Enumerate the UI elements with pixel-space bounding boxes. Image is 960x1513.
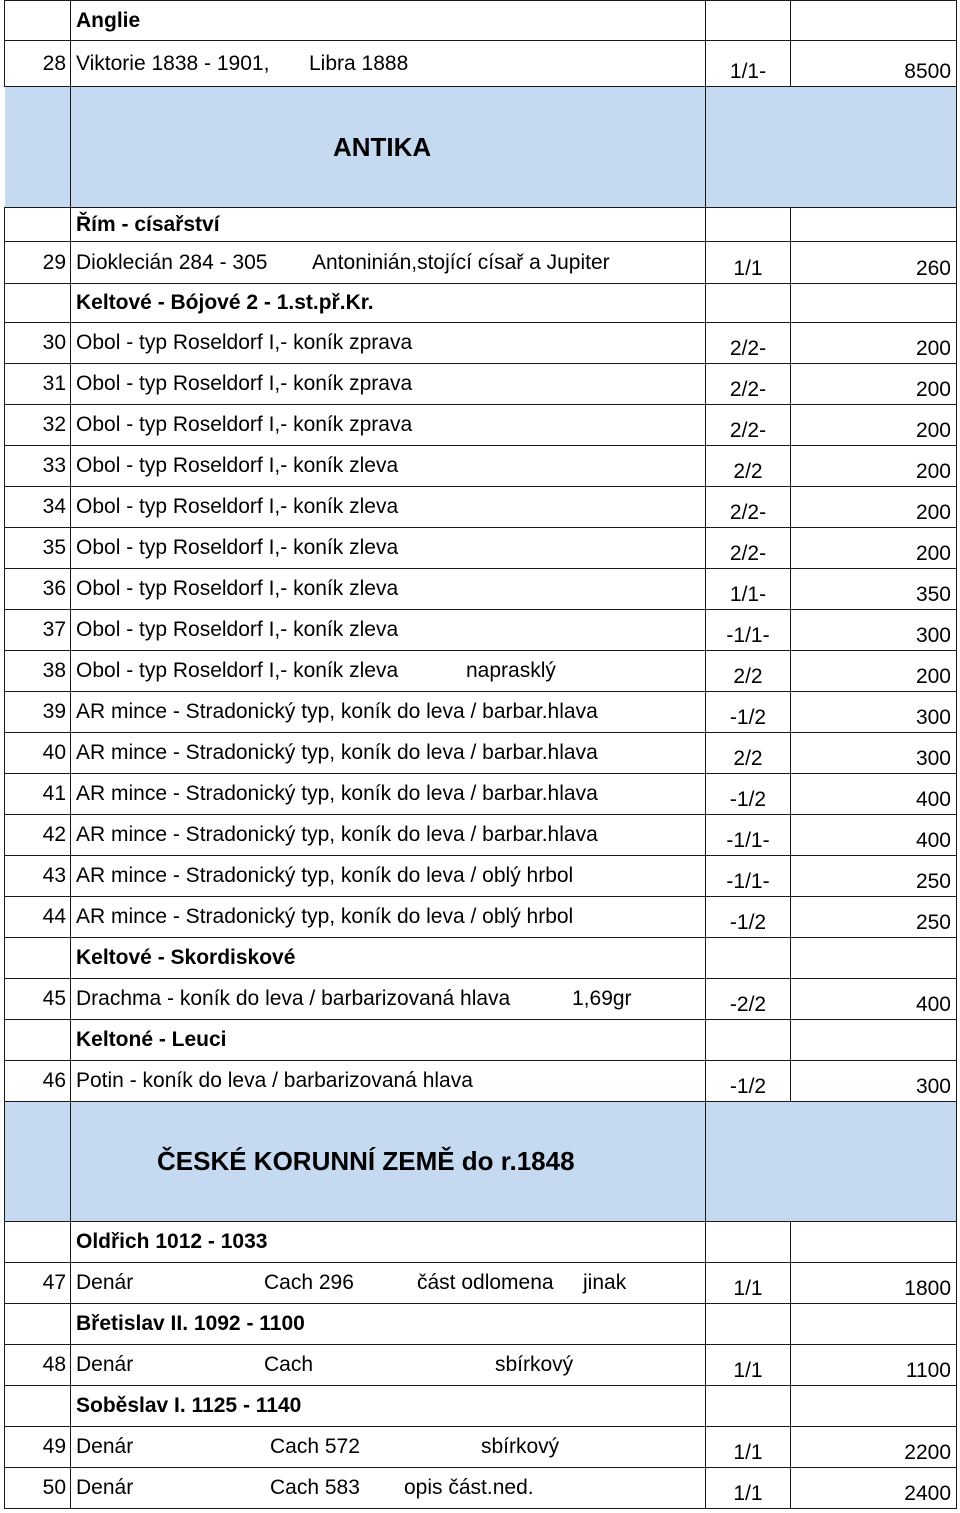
item-grade: -1/1- xyxy=(706,856,791,897)
item-description: AR mince - Stradonický typ, koník do leva / barbar.hlava xyxy=(71,692,706,733)
item-price: 260 xyxy=(791,242,957,284)
item-number: 50 xyxy=(5,1468,71,1509)
item-number: 35 xyxy=(5,528,71,569)
table-row xyxy=(5,979,957,1020)
item-number: 43 xyxy=(5,856,71,897)
item-description: Denár xyxy=(76,1271,134,1294)
item-grade: 1/1 xyxy=(706,1468,791,1509)
item-grade: 1/1- xyxy=(706,569,791,610)
table-row xyxy=(5,405,957,446)
item-price: 200 xyxy=(791,446,957,487)
item-price: 1800 xyxy=(791,1263,957,1304)
item-number: 33 xyxy=(5,446,71,487)
item-catalog: Cach 572 xyxy=(270,1435,360,1458)
item-grade: 1/1 xyxy=(706,242,791,284)
item-note: naprasklý xyxy=(466,659,556,682)
item-note: část odlomena xyxy=(417,1271,554,1294)
item-grade: 1/1- xyxy=(706,41,791,87)
item-grade: -1/2 xyxy=(706,1061,791,1102)
item-grade: 2/2 xyxy=(706,733,791,774)
table-row xyxy=(5,487,957,528)
table-row xyxy=(5,364,957,405)
section-title-rim: Řím - císařství xyxy=(71,208,706,242)
item-grade: 1/1 xyxy=(706,1427,791,1468)
item-number: 32 xyxy=(5,405,71,446)
table-row xyxy=(5,242,957,284)
item-number: 29 xyxy=(5,242,71,284)
item-price: 250 xyxy=(791,897,957,938)
item-number: 30 xyxy=(5,323,71,364)
item-description-cell xyxy=(71,1468,706,1509)
item-description: AR mince - Stradonický typ, koník do leva / oblý hrbol xyxy=(71,856,706,897)
table-row xyxy=(5,41,957,87)
table-row xyxy=(5,733,957,774)
section-title-anglie: Anglie xyxy=(71,1,706,41)
item-price: 200 xyxy=(791,405,957,446)
table-row xyxy=(5,1345,957,1386)
table-row xyxy=(5,1061,957,1102)
item-description: Obol - typ Roseldorf I,- koník zprava xyxy=(71,364,706,405)
section-title-skordiskove: Keltové - Skordiskové xyxy=(71,938,706,979)
table-row xyxy=(5,323,957,364)
item-description: Dioklecián 284 - 305 xyxy=(76,250,268,274)
item-number: 42 xyxy=(5,815,71,856)
item-description: AR mince - Stradonický typ, koník do leva / barbar.hlava xyxy=(71,774,706,815)
item-price: 200 xyxy=(791,323,957,364)
item-price: 250 xyxy=(791,856,957,897)
table-row xyxy=(5,651,957,692)
section-row xyxy=(5,1386,957,1427)
item-price: 300 xyxy=(791,1061,957,1102)
item-number: 45 xyxy=(5,979,71,1020)
item-price: 1100 xyxy=(791,1345,957,1386)
item-description-cell xyxy=(71,979,706,1020)
item-grade: 2/2- xyxy=(706,323,791,364)
item-number: 28 xyxy=(5,41,71,87)
item-grade: -1/1- xyxy=(706,815,791,856)
item-note: Libra 1888 xyxy=(309,51,409,75)
item-price: 300 xyxy=(791,692,957,733)
table-row xyxy=(5,692,957,733)
item-number: 44 xyxy=(5,897,71,938)
table-row xyxy=(5,569,957,610)
item-note: opis část.ned. xyxy=(404,1476,534,1499)
item-description-cell xyxy=(71,41,706,87)
item-price: 200 xyxy=(791,364,957,405)
item-price: 2200 xyxy=(791,1427,957,1468)
section-title-sobeslav: Soběslav I. 1125 - 1140 xyxy=(71,1386,706,1427)
item-grade: 2/2- xyxy=(706,528,791,569)
table-row xyxy=(5,1427,957,1468)
item-description: Obol - typ Roseldorf I,- koník zprava xyxy=(71,323,706,364)
section-row xyxy=(5,208,957,242)
item-description: Potin - koník do leva / barbarizovaná hlava xyxy=(71,1061,706,1102)
item-note: 1,69gr xyxy=(572,987,632,1010)
item-grade: -1/2 xyxy=(706,774,791,815)
table-row xyxy=(5,610,957,651)
item-number-cell xyxy=(5,1,71,41)
item-description: Obol - typ Roseldorf I,- koník zleva xyxy=(71,569,706,610)
item-price: 400 xyxy=(791,979,957,1020)
item-catalog: Cach xyxy=(264,1353,314,1376)
item-note: sbírkový xyxy=(495,1353,574,1376)
item-grade: 2/2 xyxy=(706,651,791,692)
item-number: 41 xyxy=(5,774,71,815)
item-note: Antoninián,stojící císař a Jupiter xyxy=(312,250,610,274)
item-grade: 1/1 xyxy=(706,1263,791,1304)
table-row xyxy=(5,897,957,938)
item-number: 38 xyxy=(5,651,71,692)
item-number: 36 xyxy=(5,569,71,610)
item-description: Obol - typ Roseldorf I,- koník zleva xyxy=(71,610,706,651)
section-title-antika: ANTIKA xyxy=(71,87,706,208)
item-description: Obol - typ Roseldorf I,- koník zleva xyxy=(76,659,399,682)
item-price: 200 xyxy=(791,651,957,692)
item-price: 8500 xyxy=(791,41,957,87)
item-description-cell xyxy=(71,651,706,692)
item-catalog: Cach 296 xyxy=(264,1271,354,1294)
item-number: 49 xyxy=(5,1427,71,1468)
section-row xyxy=(5,284,957,323)
item-description: AR mince - Stradonický typ, koník do leva / barbar.hlava xyxy=(71,733,706,774)
table-row xyxy=(5,446,957,487)
item-grade: -1/2 xyxy=(706,692,791,733)
item-number: 40 xyxy=(5,733,71,774)
section-title-leuci: Keltoné - Leuci xyxy=(71,1020,706,1061)
item-grade: -1/2 xyxy=(706,897,791,938)
section-title-oldrich: Oldřich 1012 - 1033 xyxy=(71,1222,706,1263)
item-catalog: Cach 583 xyxy=(270,1476,360,1499)
item-note-extra: jinak xyxy=(583,1271,627,1294)
price-cell xyxy=(791,1,957,41)
item-price: 350 xyxy=(791,569,957,610)
item-number: 31 xyxy=(5,364,71,405)
item-note: sbírkový xyxy=(481,1435,560,1458)
item-number: 39 xyxy=(5,692,71,733)
item-price: 400 xyxy=(791,774,957,815)
item-grade: 2/2 xyxy=(706,446,791,487)
item-price: 200 xyxy=(791,528,957,569)
item-price: 200 xyxy=(791,487,957,528)
item-description: Obol - typ Roseldorf I,- koník zleva xyxy=(71,528,706,569)
item-number: 34 xyxy=(5,487,71,528)
section-title-ceske: ČESKÉ KORUNNÍ ZEMĚ do r.1848 xyxy=(71,1102,706,1222)
item-description: Obol - typ Roseldorf I,- koník zprava xyxy=(71,405,706,446)
section-band-row xyxy=(5,1102,957,1222)
item-description-cell xyxy=(71,1427,706,1468)
item-description: Denár xyxy=(76,1353,134,1376)
grade-cell xyxy=(706,1,791,41)
item-description-cell xyxy=(71,242,706,284)
item-price: 2400 xyxy=(791,1468,957,1509)
item-price: 400 xyxy=(791,815,957,856)
item-grade: -1/1- xyxy=(706,610,791,651)
item-grade: 2/2- xyxy=(706,487,791,528)
table-row xyxy=(5,528,957,569)
table-row xyxy=(5,856,957,897)
item-grade: 2/2- xyxy=(706,405,791,446)
item-description: AR mince - Stradonický typ, koník do leva / barbar.hlava xyxy=(71,815,706,856)
section-row xyxy=(5,1020,957,1061)
item-number: 48 xyxy=(5,1345,71,1386)
item-description: Viktorie 1838 - 1901, xyxy=(76,51,270,75)
item-description-cell xyxy=(71,1263,706,1304)
table-row xyxy=(5,815,957,856)
item-description-cell xyxy=(71,1345,706,1386)
item-price: 300 xyxy=(791,733,957,774)
item-description: Denár xyxy=(76,1435,134,1458)
section-row xyxy=(5,1222,957,1263)
item-number: 46 xyxy=(5,1061,71,1102)
item-description: Obol - typ Roseldorf I,- koník zleva xyxy=(71,487,706,528)
section-row xyxy=(5,1,957,41)
item-description: Obol - typ Roseldorf I,- koník zleva xyxy=(71,446,706,487)
section-title-bojove: Keltové - Bójové 2 - 1.st.př.Kr. xyxy=(71,284,706,323)
section-row xyxy=(5,1304,957,1345)
item-number: 37 xyxy=(5,610,71,651)
item-grade: -2/2 xyxy=(706,979,791,1020)
table-row xyxy=(5,1468,957,1509)
table-row xyxy=(5,1263,957,1304)
item-price: 300 xyxy=(791,610,957,651)
section-title-bretislav: Břetislav II. 1092 - 1100 xyxy=(71,1304,706,1345)
item-description: Drachma - koník do leva / barbarizovaná hlava xyxy=(76,987,511,1010)
item-description: AR mince - Stradonický typ, koník do leva / oblý hrbol xyxy=(71,897,706,938)
table-row xyxy=(5,774,957,815)
section-band-row xyxy=(5,87,957,208)
item-description: Denár xyxy=(76,1476,134,1499)
price-list-table xyxy=(4,0,957,1509)
item-number: 47 xyxy=(5,1263,71,1304)
item-grade: 2/2- xyxy=(706,364,791,405)
item-grade: 1/1 xyxy=(706,1345,791,1386)
section-row xyxy=(5,938,957,979)
